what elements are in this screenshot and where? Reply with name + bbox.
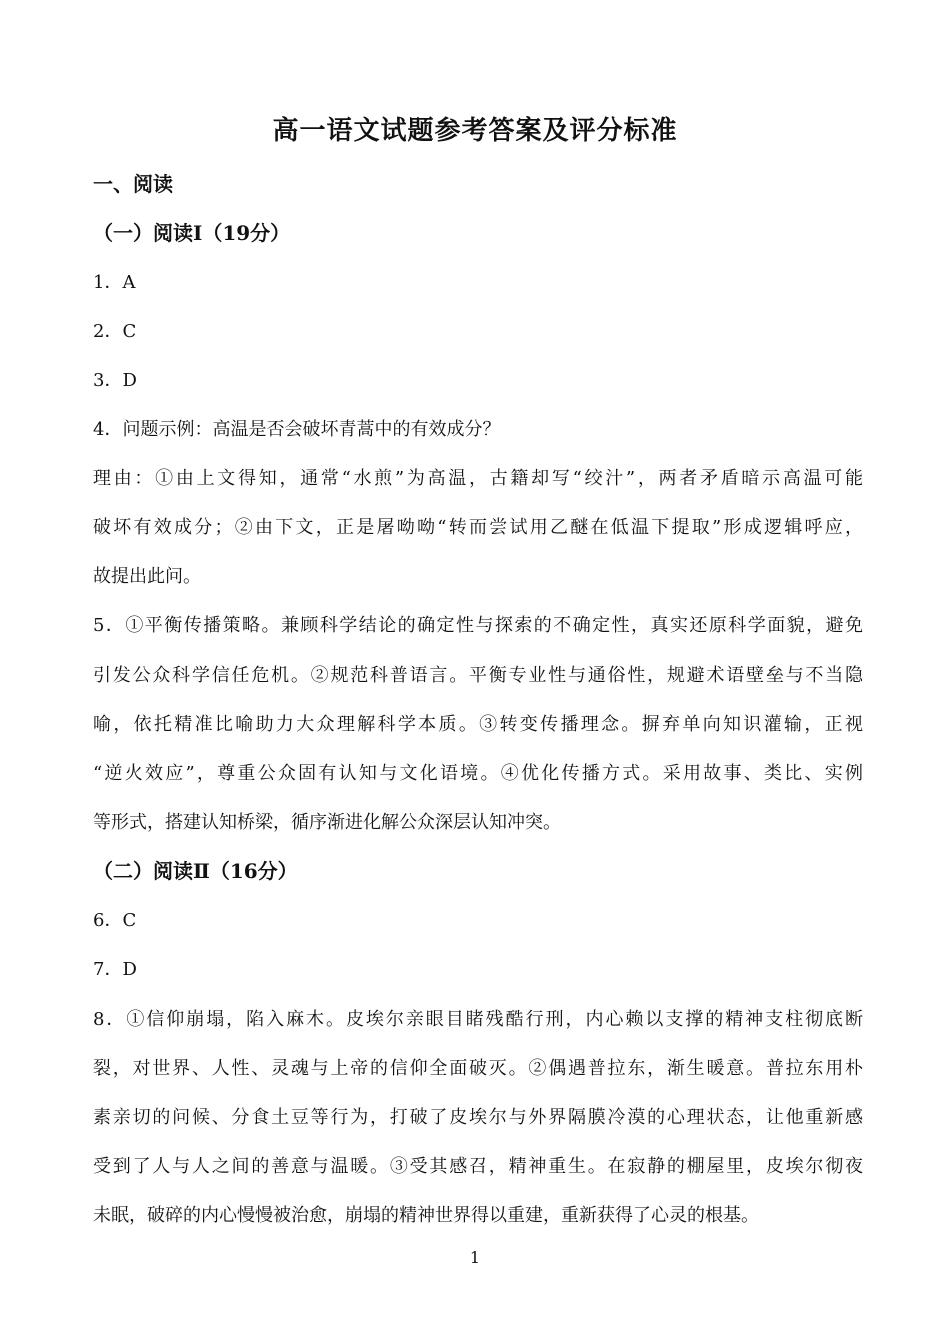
answer-q5-line: 等形式，搭建认知桥梁，循序渐进化解公众深层认知冲突。 [93,812,561,833]
answer-q6: 6．C [93,910,137,931]
answer-q7: 7．D [93,959,137,980]
answer-q5-line: 5．①平衡传播策略。兼顾科学结论的确定性与探索的不确定性，真实还原科学面貌，避免 [93,615,863,636]
answer-q8-line: 受到了人与人之间的善意与温暖。③受其感召，精神重生。在寂静的棚屋里，皮埃尔彻夜 [93,1156,863,1177]
section-heading-reading: 一、阅读 [93,172,173,196]
page-number: 1 [469,1248,481,1267]
answer-q5-line: 喻，依托精准比喻助力大众理解科学本质。③转变传播理念。摒弃单向知识灌输，正视 [93,714,863,735]
answer-q4-reason-line: 理由：①由上文得知，通常“水煎”为高温，古籍却写“绞汁”，两者矛盾暗示高温可能 [93,468,863,489]
answer-q8-line: 8．①信仰崩塌，陷入麻木。皮埃尔亲眼目睹残酷行刑，内心赖以支撑的精神支柱彻底断 [93,1009,863,1030]
document-title: 高一语文试题参考答案及评分标准 [272,116,678,146]
answer-q3: 3．D [93,370,137,391]
answer-q4-reason-line: 破坏有效成分；②由下文，正是屠呦呦“转而尝试用乙醚在低温下提取”形成逻辑呼应， [93,517,863,538]
answer-q4-reason-line: 故提出此问。 [93,566,201,587]
answer-q5-line: 引发公众科学信任危机。②规范科普语言。平衡专业性与通俗性，规避术语壁垒与不当隐 [93,665,863,686]
answer-q2: 2．C [93,321,137,342]
part-heading-reading-2: （二）阅读Ⅱ（16分） [93,859,298,883]
answer-q8-line: 未眠，破碎的内心慢慢被治愈，崩塌的精神世界得以重建，重新获得了心灵的根基。 [93,1205,759,1226]
answer-q1: 1．A [93,272,136,293]
part-heading-reading-1: （一）阅读Ⅰ（19分） [93,221,291,245]
answer-q8-line: 裂，对世界、人性、灵魂与上帝的信仰全面破灭。②偶遇普拉东，渐生暖意。普拉东用朴 [93,1058,863,1079]
answer-q5-line: “逆火效应”，尊重公众固有认知与文化语境。④优化传播方式。采用故事、类比、实例 [93,763,863,784]
answer-q4: 4．问题示例：高温是否会破坏青蒿中的有效成分？ [93,419,501,440]
answer-q8-line: 素亲切的问候、分食土豆等行为，打破了皮埃尔与外界隔膜冷漠的心理状态，让他重新感 [93,1107,863,1128]
